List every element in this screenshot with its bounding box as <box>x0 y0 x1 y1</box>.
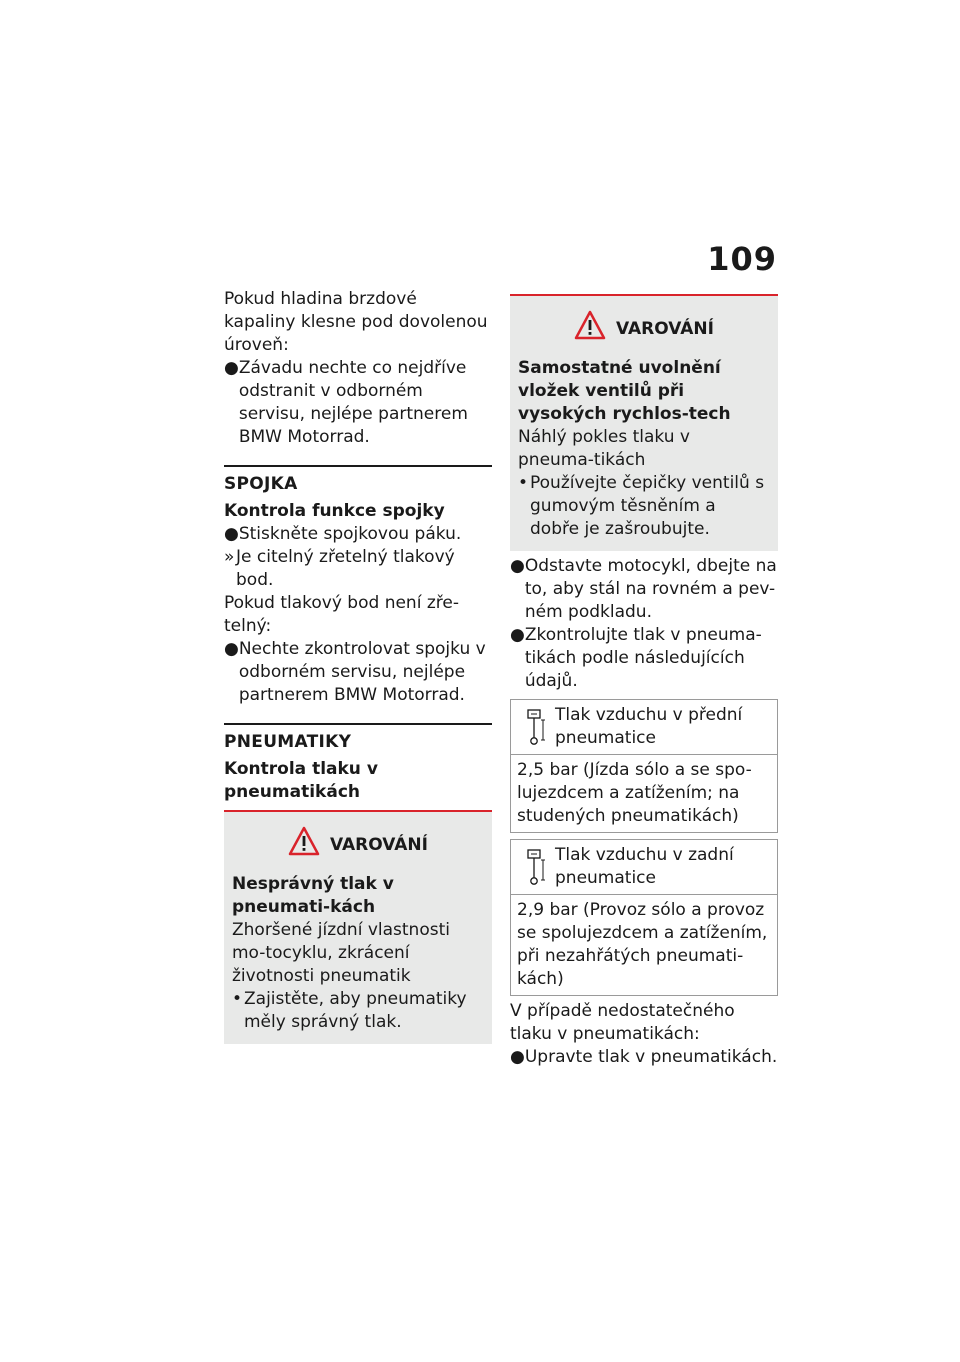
step-bullet: ● Odstavte motocykl, dbejte na to, aby stál na rovném a pev-ném podkladu. <box>510 556 777 622</box>
spec-box <box>510 839 778 996</box>
bullet-small-icon: • <box>518 473 529 493</box>
spec-header <box>511 700 777 755</box>
warning-title: Nesprávný tlak v pneumati-kách <box>232 874 394 917</box>
step-bullet: ● Zkontrolujte tlak v pneuma-tikách podle následujících údajů. <box>510 625 762 691</box>
intro-text: Pokud hladina brzdové kapaliny klesne pod dovolenou úroveň: <box>224 289 488 355</box>
step-bullet: ● Stiskněte spojkovou páku. <box>224 524 462 544</box>
spec-value: 2,9 bar (Provoz sólo a provoz se spolujezdcem a zatížením, při nezahřátých pneumati-kách) <box>517 900 768 989</box>
page-number: 109 <box>707 240 777 278</box>
warning-triangle-icon <box>288 826 320 863</box>
spec-value: 2,5 bar (Jízda sólo a se spo-lujezdcem a zatížením; na studených pneumatikách) <box>517 760 752 826</box>
bullet-small-icon: • <box>232 989 243 1009</box>
warning-triangle-icon <box>574 310 606 347</box>
bullet-dot-icon: ● <box>510 1047 525 1067</box>
right-column <box>510 288 778 1069</box>
spec-header <box>511 840 777 895</box>
bullet-dot-icon: ● <box>510 556 525 576</box>
warning-text: Zhoršené jízdní vlastnosti mo-tocyklu, zkrácení životnosti pneumatik <box>232 920 450 986</box>
warning-text: Náhlý pokles tlaku v pneuma-tikách <box>518 427 690 470</box>
intro-bullet: ● Závadu nechte co nejdříve odstranit v odborném servisu, nejlépe partnerem BMW Motorrad. <box>224 358 468 447</box>
section-heading-spojka: SPOJKA <box>224 465 492 496</box>
warning-bullet: • Zajistěte, aby pneumatiky měly správný tlak. <box>232 989 467 1032</box>
tire-pressure-gauge-icon <box>517 704 555 750</box>
result-arrow-icon: » <box>224 547 235 567</box>
left-column <box>224 288 492 1044</box>
tire-pressure-gauge-icon <box>517 844 555 890</box>
warning-title: Samostatné uvolnění vložek ventilů při vysokých rychlos-tech <box>518 358 731 424</box>
bullet-dot-icon: ● <box>224 358 239 378</box>
subheading-tire-pressure: Kontrola tlaku v pneumatikách <box>224 759 378 802</box>
bullet-dot-icon: ● <box>224 524 239 544</box>
spec-label: Tlak vzduchu v přední pneumatice <box>555 705 743 748</box>
condition-text: Pokud tlakový bod není zře-telný: <box>224 593 459 636</box>
step-bullet: ● Upravte tlak v pneumatikách. <box>510 1047 778 1067</box>
warning-header <box>518 310 770 347</box>
spec-label: Tlak vzduchu v zadní pneumatice <box>555 845 734 888</box>
bullet-dot-icon: ● <box>510 625 525 645</box>
warning-header <box>232 826 484 863</box>
warning-label: VAROVÁNÍ <box>330 834 428 855</box>
condition-text: V případě nedostatečného tlaku v pneumatikách: <box>510 1001 735 1044</box>
result-item: » Je citelný zřetelný tlakový bod. <box>224 547 455 590</box>
step-bullet: ● Nechte zkontrolovat spojku v odborném servisu, nejlépe partnerem BMW Motorrad. <box>224 639 486 705</box>
warning-box <box>510 294 778 551</box>
warning-box <box>224 810 492 1044</box>
spec-rear-tire <box>510 839 778 996</box>
section-heading-pneumatiky: PNEUMATIKY <box>224 723 492 754</box>
spec-box <box>510 699 778 833</box>
bullet-dot-icon: ● <box>224 639 239 659</box>
warning-bullet: • Používejte čepičky ventilů s gumovým těsněním a dobře je zašroubujte. <box>518 473 765 539</box>
subheading-clutch-check: Kontrola funkce spojky <box>224 501 445 521</box>
spec-front-tire <box>510 699 778 833</box>
warning-label: VAROVÁNÍ <box>616 318 714 339</box>
